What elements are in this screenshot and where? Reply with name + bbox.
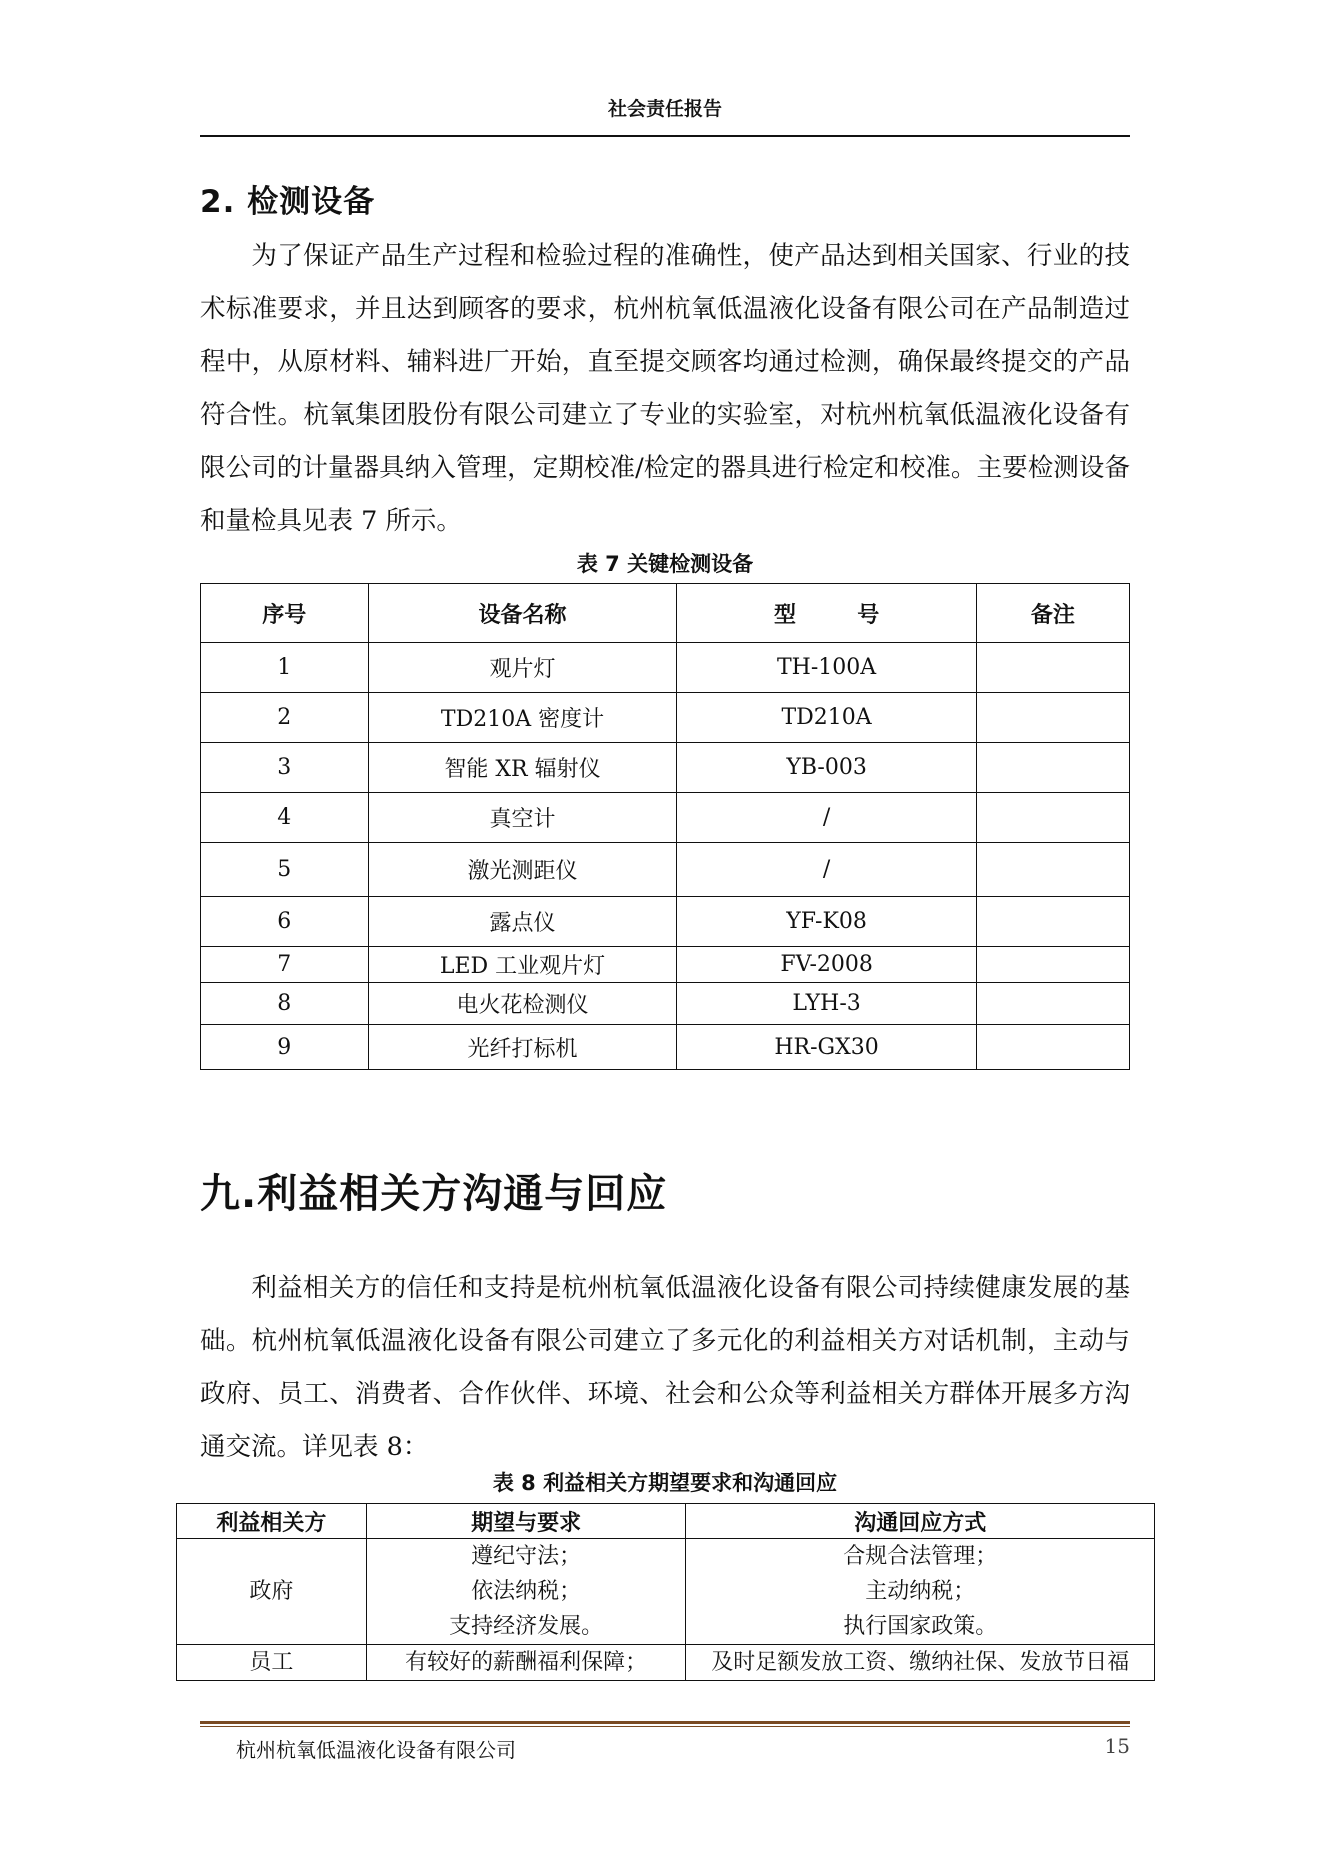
table-cell: 6 bbox=[201, 897, 369, 947]
table-cell bbox=[976, 1025, 1129, 1070]
section-heading-detection-equipment: 2. 检测设备 bbox=[200, 184, 376, 220]
table-cell: 7 bbox=[201, 947, 369, 983]
table-row bbox=[201, 843, 1130, 897]
footer-company-name: 杭州杭氧低温液化设备有限公司 bbox=[236, 1738, 516, 1762]
table-cell-expectations bbox=[366, 1645, 686, 1681]
page-number: 15 bbox=[1104, 1734, 1130, 1758]
table-key-detection-equipment bbox=[200, 583, 1130, 1070]
table-row bbox=[201, 643, 1130, 693]
detection-equipment-paragraph bbox=[200, 230, 1130, 548]
response-line: 及时足额发放工资、缴纳社保、发放节日福 bbox=[711, 1650, 1130, 1675]
table7-header-cell: 备注 bbox=[976, 584, 1129, 643]
table-row bbox=[201, 1025, 1130, 1070]
table-row bbox=[177, 1645, 1155, 1681]
table-cell: 激光测距仪 bbox=[368, 843, 677, 897]
table-cell: / bbox=[677, 843, 976, 897]
table-cell: 8 bbox=[201, 983, 369, 1025]
response-line: 主动纳税； bbox=[865, 1579, 976, 1604]
table-cell: 4 bbox=[201, 793, 369, 843]
table-cell bbox=[976, 693, 1129, 743]
table-cell bbox=[976, 947, 1129, 983]
expectation-line: 遵纪守法； bbox=[471, 1544, 582, 1569]
table-cell: 2 bbox=[201, 693, 369, 743]
table7-caption: 表 7 关键检测设备 bbox=[576, 552, 754, 576]
footer-divider bbox=[200, 1721, 1130, 1724]
table7-header-cell: 序号 bbox=[201, 584, 369, 643]
chapter-heading-stakeholder-communication: 九.利益相关方沟通与回应 bbox=[200, 1171, 668, 1217]
table-stakeholder-expectations bbox=[176, 1503, 1155, 1681]
table-cell: 智能 XR 辐射仪 bbox=[368, 743, 677, 793]
expectation-line: 依法纳税； bbox=[471, 1579, 582, 1604]
header-divider bbox=[200, 135, 1130, 137]
table-cell: 观片灯 bbox=[368, 643, 677, 693]
table-cell: / bbox=[677, 793, 976, 843]
table8-header-cell: 期望与要求 bbox=[366, 1504, 686, 1539]
table-row bbox=[201, 693, 1130, 743]
stakeholder-paragraph-text: 利益相关方的信任和支持是杭州杭氧低温液化设备有限公司持续健康发展的基础。杭州杭氧低温液化设备有限公司建立了多元化的利益相关方对话机制，主动与政府、员工、消费者、合作伙伴、环境、社会和公众等利益相关方群体开展多方沟通交流。详见表 8： bbox=[200, 1273, 1130, 1462]
table-cell: FV-2008 bbox=[677, 947, 976, 983]
table-cell bbox=[976, 983, 1129, 1025]
table-cell: YF-K08 bbox=[677, 897, 976, 947]
table-cell: TH-100A bbox=[677, 643, 976, 693]
table-cell: 电火花检测仪 bbox=[368, 983, 677, 1025]
response-line: 执行国家政策。 bbox=[843, 1614, 998, 1639]
table-cell: YB-003 bbox=[677, 743, 976, 793]
table-cell: LYH-3 bbox=[677, 983, 976, 1025]
table-cell bbox=[976, 743, 1129, 793]
expectation-line: 有较好的薪酬福利保障； bbox=[405, 1650, 648, 1675]
table-row bbox=[201, 947, 1130, 983]
response-line: 合规合法管理； bbox=[843, 1544, 998, 1569]
stakeholder-paragraph bbox=[200, 1262, 1130, 1474]
table-cell-responses bbox=[686, 1645, 1155, 1681]
table-row bbox=[201, 983, 1130, 1025]
table-cell-responses bbox=[686, 1539, 1155, 1645]
table-cell: 1 bbox=[201, 643, 369, 693]
table8-header-row bbox=[177, 1504, 1155, 1539]
table7-header-cell: 设备名称 bbox=[368, 584, 677, 643]
table-cell-party: 员工 bbox=[177, 1645, 367, 1681]
expectation-line: 支持经济发展。 bbox=[449, 1614, 604, 1639]
table8-caption: 表 8 利益相关方期望要求和沟通回应 bbox=[492, 1471, 838, 1495]
table-cell: 9 bbox=[201, 1025, 369, 1070]
table-cell-party: 政府 bbox=[177, 1539, 367, 1645]
table8-header-cell: 沟通回应方式 bbox=[686, 1504, 1155, 1539]
table8-header-cell: 利益相关方 bbox=[177, 1504, 367, 1539]
table-row bbox=[201, 793, 1130, 843]
table-cell bbox=[976, 843, 1129, 897]
table-cell: 光纤打标机 bbox=[368, 1025, 677, 1070]
table-cell: 真空计 bbox=[368, 793, 677, 843]
detection-equipment-paragraph-text: 为了保证产品生产过程和检验过程的准确性，使产品达到相关国家、行业的技术标准要求，并且达到顾客的要求，杭州杭氧低温液化设备有限公司在产品制造过程中，从原材料、辅料进厂开始，直至提交顾客均通过检测，确保最终提交的产品符合性。杭氧集团股份有限公司建立了专业的实验室，对杭州杭氧低温液化设备有限公司的计量器具纳入管理，定期校准/检定的器具进行检定和校准。主要检测设备和量检具见表 7 所示。 bbox=[200, 241, 1130, 536]
table-row bbox=[201, 897, 1130, 947]
table-cell: 5 bbox=[201, 843, 369, 897]
table-cell: TD210A bbox=[677, 693, 976, 743]
table-row bbox=[177, 1539, 1155, 1645]
table-cell: TD210A 密度计 bbox=[368, 693, 677, 743]
table-cell bbox=[976, 793, 1129, 843]
table-cell bbox=[976, 897, 1129, 947]
table-cell: HR-GX30 bbox=[677, 1025, 976, 1070]
table-cell-expectations bbox=[366, 1539, 686, 1645]
table-cell bbox=[976, 643, 1129, 693]
table-cell: LED 工业观片灯 bbox=[368, 947, 677, 983]
table-cell: 3 bbox=[201, 743, 369, 793]
running-header: 社会责任报告 bbox=[607, 98, 722, 120]
table-cell: 露点仪 bbox=[368, 897, 677, 947]
table7-header-row bbox=[201, 584, 1130, 643]
table7-header-cell: 型 号 bbox=[677, 584, 976, 643]
footer-divider-thin bbox=[200, 1726, 1130, 1727]
table-row bbox=[201, 743, 1130, 793]
